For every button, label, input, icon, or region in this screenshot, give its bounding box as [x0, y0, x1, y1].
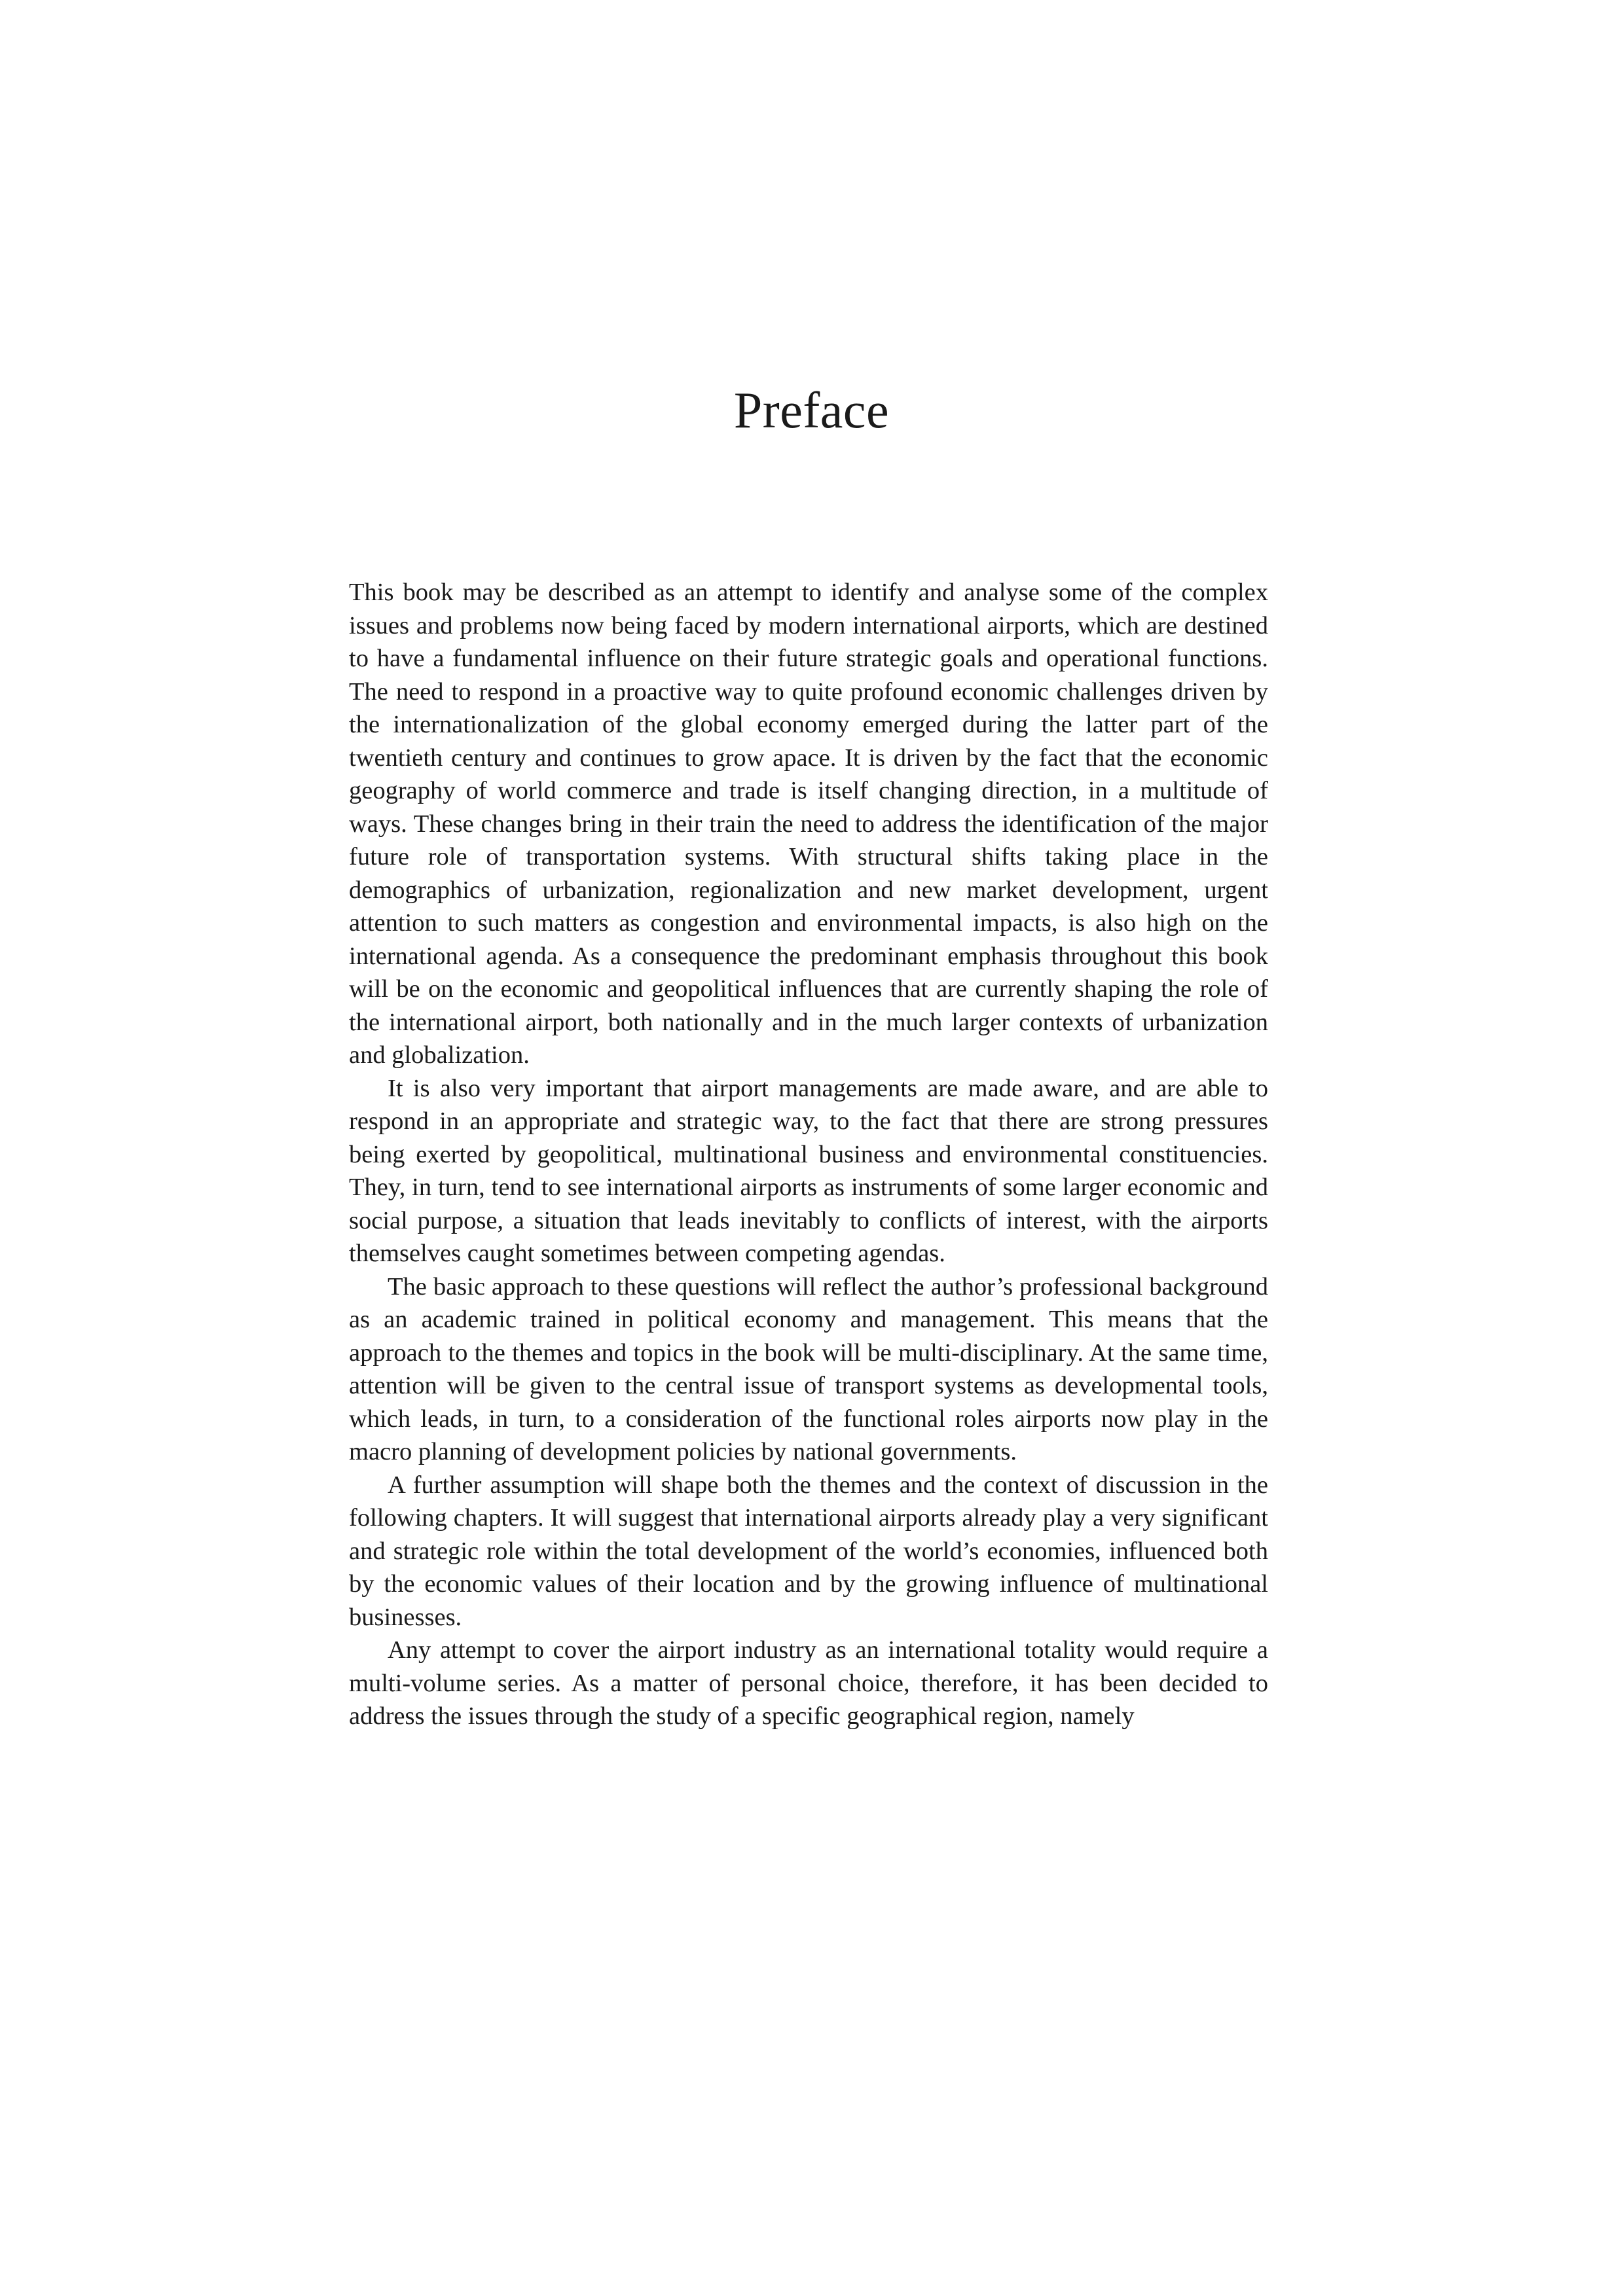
paragraph-3: The basic approach to these questions will reflect the author’s professional background as an academic trained in political economy and management. This means that the approach to the themes and topics in the book will be multi-disciplinary. At the same time, attention will be given to the central issue of transport systems as developmental tools, which leads, in turn, to a consideration of the functional roles airports now play in the macro planning of development policies by national governments. [349, 1272, 1268, 1465]
page-title: Preface [733, 382, 890, 439]
preface-body [349, 576, 1268, 1733]
paragraph-5: Any attempt to cover the airport industry as an international totality would require a multi-volume series. As a matter of personal choice, therefore, it has been decided to address the issues through the study of a specific geographical region, namely [349, 1636, 1268, 1730]
paragraph-2: It is also very important that airport managements are made aware, and are able to respond in an appropriate and strategic way, to the fact that there are strong pressures being exerted by geopolitical, multinational business and environmental constituencies. They, in turn, tend to see international airports as instruments of some larger economic and social purpose, a situation that leads inevitably to conflicts of interest, with the airports themselves caught sometimes between competing agendas. [349, 1074, 1268, 1267]
paragraph-1: This book may be described as an attempt to identify and analyse some of the complex issues and problems now being faced by modern international airports, which are destined to have a fundamental influence on their future strategic goals and operational functions. The need to respond in a proactive way to quite profound economic challenges driven by the internationalization of the global economy emerged during the latter part of the twentieth century and continues to grow apace. It is driven by the fact that the economic geography of world commerce and trade is itself changing direction, in a multitude of ways. These changes bring in their train the need to address the identification of the major future role of transportation systems. With structural shifts taking place in the demographics of urbanization, regionalization and new market development, urgent attention to such matters as congestion and environmental impacts, is also high on the international agenda. As a consequence the predominant emphasis throughout this book will be on the economic and geopolitical influences that are currently shaping the role of the international airport, both nationally and in the much larger contexts of urbanization and globalization. [349, 579, 1268, 1069]
paragraph-4: A further assumption will shape both the themes and the context of discussion in the following chapters. It will suggest that international airports already play a very significant and strategic role within the total development of the world’s economies, influenced both by the economic values of their location and by the growing influence of multinational businesses. [349, 1471, 1268, 1631]
